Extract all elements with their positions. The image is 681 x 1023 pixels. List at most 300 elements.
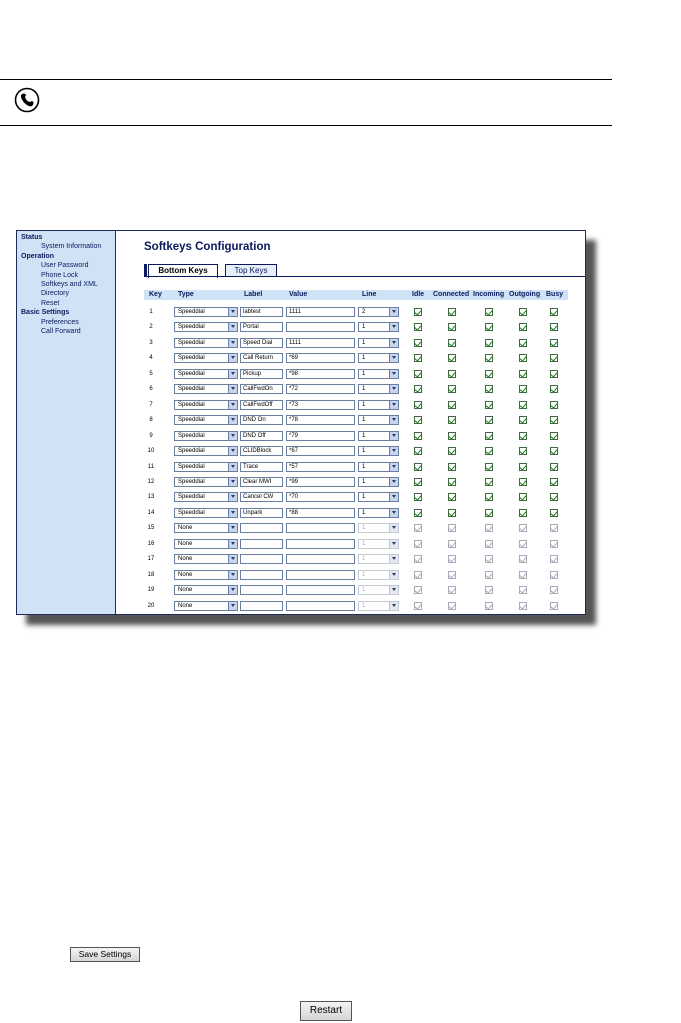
label-input[interactable] [240,508,283,518]
sidebar-item-operation[interactable]: Operation [21,252,55,260]
header-connected: Connected [433,291,470,298]
line-value: 1 [362,432,366,439]
idle-checkbox[interactable] [414,432,422,440]
busy-checkbox[interactable] [550,323,558,331]
connected-checkbox[interactable] [448,323,456,331]
key-number: 5 [149,370,153,377]
value-input[interactable] [286,585,355,595]
label-value: Trace [243,463,259,470]
connected-checkbox[interactable] [448,586,456,594]
outgoing-checkbox[interactable] [519,447,527,455]
busy-checkbox[interactable] [550,555,558,563]
incoming-checkbox[interactable] [485,540,493,548]
line-select[interactable] [358,585,399,595]
line-value: 1 [362,463,366,470]
outgoing-checkbox[interactable] [519,555,527,563]
value-input[interactable] [286,523,355,533]
table-row [116,491,586,505]
busy-checkbox[interactable] [550,447,558,455]
line-value: 1 [362,525,366,532]
connected-checkbox[interactable] [448,555,456,563]
value-value: 1111 [289,339,302,346]
header-line: Line [362,291,377,298]
label-input[interactable] [240,400,283,410]
connected-checkbox[interactable] [448,540,456,548]
line-select[interactable] [358,508,399,518]
chevron-down-icon [228,540,237,548]
line-value: 1 [362,478,366,485]
table-row [116,538,586,552]
key-number: 12 [147,478,155,485]
connected-checkbox[interactable] [448,416,456,424]
incoming-checkbox[interactable] [485,432,493,440]
chevron-down-icon [389,571,398,579]
line-select[interactable] [358,384,399,394]
idle-checkbox[interactable] [414,416,422,424]
outgoing-checkbox[interactable] [519,571,527,579]
value-input[interactable] [286,307,355,317]
type-value: Speeddial [178,386,205,393]
incoming-checkbox[interactable] [485,447,493,455]
outgoing-checkbox[interactable] [519,416,527,424]
label-value: Call Return [243,355,274,362]
type-value: Speeddial [178,355,205,362]
table-row [116,600,586,614]
outgoing-checkbox[interactable] [519,385,527,393]
value-value: *69 [289,355,299,362]
type-select[interactable] [174,539,238,549]
idle-checkbox[interactable] [414,571,422,579]
chevron-down-icon [389,493,398,501]
busy-checkbox[interactable] [550,463,558,471]
sidebar-item-user-password[interactable]: User Password [41,262,89,270]
type-value: None [178,602,193,609]
outgoing-checkbox[interactable] [519,401,527,409]
connected-checkbox[interactable] [448,478,456,486]
type-value: Speeddial [178,478,205,485]
idle-checkbox[interactable] [414,401,422,409]
key-number: 13 [147,494,155,501]
sidebar-item-status[interactable]: Status [21,234,43,241]
value-input[interactable] [286,477,355,487]
label-input[interactable] [240,462,283,472]
label-value: labtest [243,309,261,315]
header-key: Key [149,291,162,298]
type-value: Speeddial [178,324,205,331]
line-select[interactable] [358,369,399,379]
label-input[interactable] [240,446,283,456]
main-panel [116,231,585,614]
line-select[interactable] [358,523,399,533]
chevron-down-icon [389,540,398,548]
type-select[interactable] [174,338,238,348]
connected-checkbox[interactable] [448,602,456,610]
incoming-checkbox[interactable] [485,493,493,501]
connected-checkbox[interactable] [448,493,456,501]
idle-checkbox[interactable] [414,463,422,471]
outgoing-checkbox[interactable] [519,308,527,316]
incoming-checkbox[interactable] [485,354,493,362]
type-select[interactable] [174,462,238,472]
line-value: 1 [362,540,366,547]
header-outgoing: Outgoing [509,291,541,298]
bottom-rule [0,125,612,126]
busy-checkbox[interactable] [550,586,558,594]
chevron-down-icon [389,416,398,424]
line-value: 1 [362,324,366,331]
type-select[interactable] [174,570,238,580]
busy-checkbox[interactable] [550,416,558,424]
key-number: 16 [147,540,155,547]
line-value: 1 [362,386,366,393]
value-input[interactable] [286,570,355,580]
key-number: 7 [149,401,153,408]
tab-bottom-keys[interactable]: Bottom Keys [148,264,218,278]
label-input[interactable] [240,307,283,317]
incoming-checkbox[interactable] [485,524,493,532]
label-input[interactable] [240,477,283,487]
chevron-down-icon [389,339,398,347]
table-row [116,368,586,382]
table-row [116,507,586,521]
chevron-down-icon [389,308,398,316]
type-select[interactable] [174,369,238,379]
type-select[interactable] [174,415,238,425]
incoming-checkbox[interactable] [485,602,493,610]
type-select[interactable] [174,523,238,533]
label-input[interactable] [240,431,283,441]
busy-checkbox[interactable] [550,493,558,501]
outgoing-checkbox[interactable] [519,540,527,548]
connected-checkbox[interactable] [448,524,456,532]
label-input[interactable] [240,539,283,549]
table-row [116,430,586,444]
table-row [116,414,586,428]
key-number: 10 [147,448,155,455]
line-select[interactable] [358,431,399,441]
type-value: Speeddial [178,417,205,424]
label-input[interactable] [240,369,283,379]
type-select[interactable] [174,477,238,487]
label-input[interactable] [240,492,283,502]
connected-checkbox[interactable] [448,385,456,393]
table-row [116,569,586,583]
value-input[interactable] [286,384,355,394]
busy-checkbox[interactable] [550,308,558,316]
busy-checkbox[interactable] [550,370,558,378]
label-input[interactable] [240,523,283,533]
value-input[interactable] [286,415,355,425]
tab-top-keys[interactable]: Top Keys [225,264,277,277]
value-input[interactable] [286,400,355,410]
key-number: 1 [149,309,153,315]
connected-checkbox[interactable] [448,370,456,378]
chevron-down-icon [228,339,237,347]
chevron-down-icon [228,401,237,409]
connected-checkbox[interactable] [448,354,456,362]
value-input[interactable] [286,322,355,332]
type-value: Speeddial [178,463,205,470]
line-select[interactable] [358,570,399,580]
idle-checkbox[interactable] [414,555,422,563]
table-row [116,399,586,413]
type-select[interactable] [174,384,238,394]
label-input[interactable] [240,554,283,564]
connected-checkbox[interactable] [448,339,456,347]
value-value: *67 [289,448,299,455]
table-header [144,290,568,300]
chevron-down-icon [228,602,237,610]
top-rule [0,79,612,80]
table-row [116,461,586,475]
value-input[interactable] [286,353,355,363]
value-input[interactable] [286,462,355,472]
incoming-checkbox[interactable] [485,478,493,486]
outgoing-checkbox[interactable] [519,432,527,440]
value-input[interactable] [286,508,355,518]
type-value: None [178,540,193,547]
connected-checkbox[interactable] [448,463,456,471]
type-select[interactable] [174,353,238,363]
chevron-down-icon [389,401,398,409]
table-row [116,553,586,567]
idle-checkbox[interactable] [414,602,422,610]
busy-checkbox[interactable] [550,401,558,409]
line-value: 1 [362,417,366,424]
incoming-checkbox[interactable] [485,401,493,409]
idle-checkbox[interactable] [414,385,422,393]
value-input[interactable] [286,446,355,456]
table-row [116,337,586,351]
chevron-down-icon [228,586,237,594]
line-value: 1 [362,401,366,408]
busy-checkbox[interactable] [550,524,558,532]
incoming-checkbox[interactable] [485,370,493,378]
type-value: Speeddial [178,401,205,408]
idle-checkbox[interactable] [414,586,422,594]
busy-checkbox[interactable] [550,478,558,486]
busy-checkbox[interactable] [550,432,558,440]
type-select[interactable] [174,492,238,502]
type-value: None [178,556,193,563]
chevron-down-icon [389,354,398,362]
outgoing-checkbox[interactable] [519,602,527,610]
value-input[interactable] [286,601,355,611]
line-select[interactable] [358,338,399,348]
type-select[interactable] [174,601,238,611]
line-select[interactable] [358,601,399,611]
type-select[interactable] [174,554,238,564]
outgoing-checkbox[interactable] [519,524,527,532]
busy-checkbox[interactable] [550,385,558,393]
value-input[interactable] [286,492,355,502]
save-settings-button[interactable]: Save Settings [70,947,140,962]
key-number: 20 [147,602,155,609]
sidebar-item-softkeys-and-xml[interactable]: Softkeys and XML [41,281,98,289]
incoming-checkbox[interactable] [485,571,493,579]
key-number: 6 [149,386,153,393]
header-incoming: Incoming [473,291,505,298]
idle-checkbox[interactable] [414,354,422,362]
line-select[interactable] [358,462,399,472]
key-number: 9 [149,432,153,439]
value-value: *99 [289,478,299,485]
idle-checkbox[interactable] [414,493,422,501]
type-select[interactable] [174,322,238,332]
label-input[interactable] [240,384,283,394]
value-input[interactable] [286,338,355,348]
idle-checkbox[interactable] [414,540,422,548]
value-value: *78 [289,417,299,424]
type-select[interactable] [174,307,238,317]
label-input[interactable] [240,585,283,595]
incoming-checkbox[interactable] [485,555,493,563]
line-select[interactable] [358,477,399,487]
value-value: *88 [289,509,299,516]
incoming-checkbox[interactable] [485,463,493,471]
value-value: *79 [289,432,299,439]
type-value: Speeddial [178,339,205,346]
idle-checkbox[interactable] [414,524,422,532]
label-value: CallFwdOff [243,401,273,408]
chevron-down-icon [389,524,398,532]
idle-checkbox[interactable] [414,370,422,378]
line-select[interactable] [358,539,399,549]
sidebar-item-basic-settings[interactable]: Basic Settings [21,309,70,317]
incoming-checkbox[interactable] [485,586,493,594]
incoming-checkbox[interactable] [485,323,493,331]
incoming-checkbox[interactable] [485,308,493,316]
type-select[interactable] [174,431,238,441]
chevron-down-icon [389,602,398,610]
sidebar-item-directory[interactable]: Directory [41,290,70,298]
chevron-down-icon [389,447,398,455]
outgoing-checkbox[interactable] [519,323,527,331]
connected-checkbox[interactable] [448,308,456,316]
value-value: 1111 [289,309,302,315]
line-select[interactable] [358,307,399,317]
value-input[interactable] [286,554,355,564]
sidebar-item-call-forward[interactable]: Call Forward [41,328,81,336]
outgoing-checkbox[interactable] [519,463,527,471]
outgoing-checkbox[interactable] [519,370,527,378]
type-value: None [178,525,193,532]
table-row [116,445,586,459]
line-select[interactable] [358,492,399,502]
connected-checkbox[interactable] [448,447,456,455]
value-value: *57 [289,463,299,470]
sidebar-item-preferences[interactable]: Preferences [41,318,79,326]
chevron-down-icon [228,370,237,378]
sidebar-item-phone-lock[interactable]: Phone Lock [41,271,78,279]
type-select[interactable] [174,508,238,518]
label-input[interactable] [240,570,283,580]
chevron-down-icon [228,354,237,362]
idle-checkbox[interactable] [414,509,422,517]
type-select[interactable] [174,400,238,410]
label-input[interactable] [240,415,283,425]
connected-checkbox[interactable] [448,509,456,517]
line-select[interactable] [358,446,399,456]
label-input[interactable] [240,601,283,611]
key-number: 14 [147,509,155,516]
outgoing-checkbox[interactable] [519,339,527,347]
chevron-down-icon [228,524,237,532]
busy-checkbox[interactable] [550,509,558,517]
line-select[interactable] [358,400,399,410]
outgoing-checkbox[interactable] [519,354,527,362]
type-select[interactable] [174,585,238,595]
idle-checkbox[interactable] [414,447,422,455]
incoming-checkbox[interactable] [485,416,493,424]
idle-checkbox[interactable] [414,323,422,331]
type-value: Speeddial [178,448,205,455]
line-value: 1 [362,494,366,501]
label-input[interactable] [240,322,283,332]
type-value: None [178,571,193,578]
value-input[interactable] [286,431,355,441]
idle-checkbox[interactable] [414,339,422,347]
label-value: CLIDBlock [243,448,272,455]
page-title: Softkeys Configuration [144,241,271,253]
sidebar-item-system-information[interactable]: System Information [41,243,102,251]
value-input[interactable] [286,539,355,549]
connected-checkbox[interactable] [448,432,456,440]
outgoing-checkbox[interactable] [519,478,527,486]
table-row [116,352,586,366]
type-value: Speeddial [178,370,205,377]
incoming-checkbox[interactable] [485,339,493,347]
connected-checkbox[interactable] [448,401,456,409]
sidebar-item-reset[interactable]: Reset [41,299,60,307]
key-number: 8 [149,417,153,424]
line-value: 2 [362,309,366,315]
busy-checkbox[interactable] [550,354,558,362]
chevron-down-icon [228,478,237,486]
idle-checkbox[interactable] [414,478,422,486]
table-row [116,383,586,397]
label-input[interactable] [240,338,283,348]
outgoing-checkbox[interactable] [519,509,527,517]
chevron-down-icon [228,571,237,579]
type-value: Speeddial [178,309,205,315]
key-number: 3 [149,339,153,346]
connected-checkbox[interactable] [448,571,456,579]
line-select[interactable] [358,322,399,332]
outgoing-checkbox[interactable] [519,493,527,501]
busy-checkbox[interactable] [550,571,558,579]
incoming-checkbox[interactable] [485,385,493,393]
outgoing-checkbox[interactable] [519,586,527,594]
busy-checkbox[interactable] [550,540,558,548]
value-input[interactable] [286,369,355,379]
type-select[interactable] [174,446,238,456]
line-select[interactable] [358,415,399,425]
incoming-checkbox[interactable] [485,509,493,517]
label-value: DND Off [243,432,266,439]
restart-button[interactable]: Restart [300,1001,352,1021]
busy-checkbox[interactable] [550,602,558,610]
label-input[interactable] [240,353,283,363]
label-value: Unpark [243,509,263,516]
busy-checkbox[interactable] [550,339,558,347]
line-select[interactable] [358,353,399,363]
line-select[interactable] [358,554,399,564]
line-value: 1 [362,339,366,346]
chevron-down-icon [228,416,237,424]
idle-checkbox[interactable] [414,308,422,316]
line-value: 1 [362,571,366,578]
